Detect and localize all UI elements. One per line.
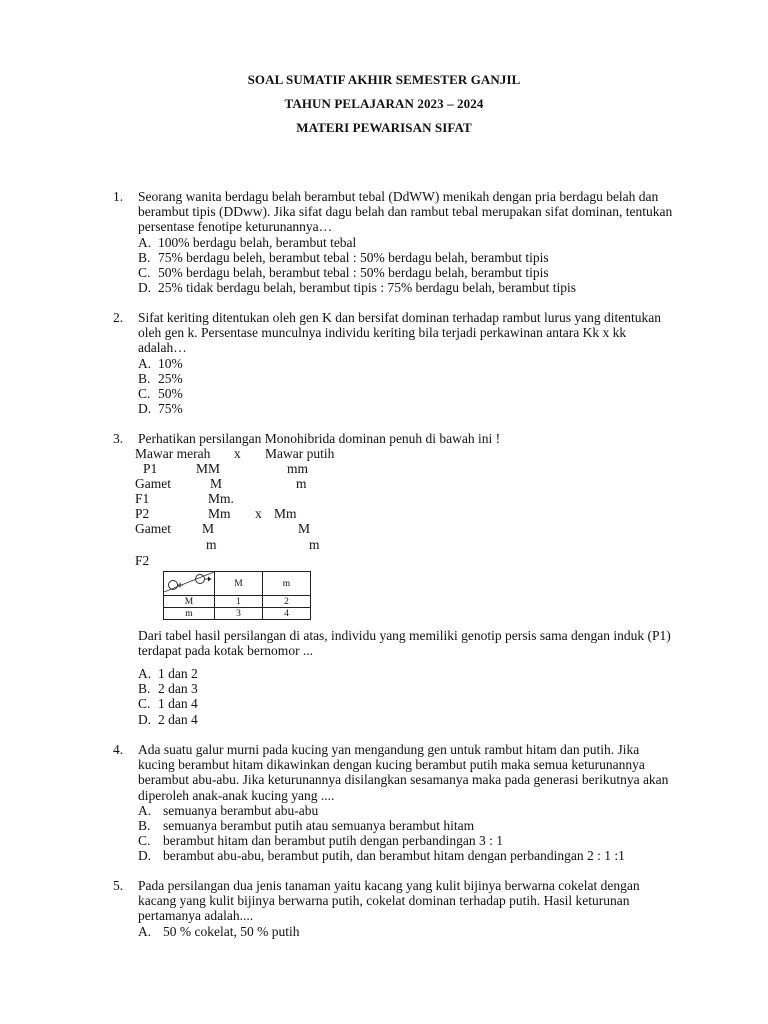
question-text: Ada suatu galur murni pada kucing yan mengandung gen untuk rambut hitam dan putih. Jika kucing berambut hitam dikawinkan dengan kucing berambut putih maka semua keturunannya berambut abu-abu. Jika keturunannya disilangkan sesamanya maka pada generasi berikutnya akan diperoleh anak-anak kucing yang .... [138, 742, 669, 803]
option-label: C. [138, 265, 151, 281]
gamet2-left-top: M [202, 521, 215, 536]
question-number: 5. [113, 878, 124, 893]
option-label: C. [138, 833, 151, 849]
option-a[interactable] [138, 235, 673, 250]
p1-label: P1 [143, 461, 158, 476]
option-label: D. [138, 280, 152, 296]
parent-right: Mawar putih [265, 446, 335, 461]
gamet2-right-top: M [298, 521, 311, 536]
question-number: 3. [113, 431, 124, 446]
option-text: 50% berdagu belah, berambut tebal : 50% berdagu belah, berambut tipis [158, 265, 549, 281]
option-label: C. [138, 696, 151, 712]
option-d[interactable] [138, 401, 673, 416]
option-text: 1 dan 2 [158, 666, 198, 681]
option-d[interactable] [138, 848, 673, 863]
row-header: M [164, 596, 215, 608]
option-label: D. [138, 848, 152, 864]
column-header: m [263, 572, 311, 596]
table-cell: 2 [263, 596, 311, 608]
table-cell: 1 [215, 596, 263, 608]
question-intro: Perhatikan persilangan Monohibrida dominan penuh di bawah ini ! [138, 431, 501, 446]
gamet1-right: m [296, 476, 307, 491]
option-text: 2 dan 4 [158, 711, 198, 727]
question-2 [113, 310, 673, 416]
option-d[interactable] [138, 712, 673, 727]
p1-right: mm [287, 461, 309, 476]
option-a[interactable] [138, 666, 673, 681]
question-3-text [138, 628, 673, 658]
question-number: 4. [113, 742, 124, 757]
question-text: Pada persilangan dua jenis tanaman yaitu kacang yang kulit bijinya berwarna cokelat dengan kacang yang kulit bijinya berwarna putih, cokelat dominan terhadap putih. Hasil keturunan pertamanya adalah.... [138, 878, 640, 924]
option-text: 50 % cokelat, 50 % putih [163, 923, 300, 939]
table-cell: 4 [263, 608, 311, 620]
option-c[interactable] [138, 696, 673, 711]
male-female-symbols-icon [164, 572, 214, 592]
p2-right: Mm [274, 506, 297, 521]
cross-symbol: x [234, 446, 241, 461]
option-text: 1 dan 4 [158, 696, 198, 712]
f2-label: F2 [135, 553, 150, 568]
option-label: B. [138, 681, 151, 697]
option-b[interactable] [138, 681, 673, 696]
option-c[interactable] [138, 386, 673, 401]
p1-left: MM [196, 461, 221, 476]
option-label: A. [138, 802, 152, 818]
question-1 [113, 189, 673, 295]
column-header: M [215, 572, 263, 596]
option-label: B. [138, 370, 151, 386]
option-label: B. [138, 249, 151, 265]
question-text: Dari tabel hasil persilangan di atas, individu yang memiliki genotip persis sama dengan induk (P1) terdapat pada kotak bernomor ... [138, 628, 671, 659]
question-3-options [138, 666, 673, 727]
option-label: A. [138, 923, 152, 939]
gamet1-left: M [210, 476, 223, 491]
table-cell: 3 [215, 608, 263, 620]
option-label: A. [138, 234, 152, 250]
p2-left: Mm [208, 506, 231, 521]
subject-title: MATERI PEWARISAN SIFAT [296, 120, 472, 135]
option-label: A. [138, 355, 152, 371]
option-text: 25% tidak berdagu belah, berambut tipis : 75% berdagu belah, berambut tipis [158, 280, 577, 296]
option-a[interactable] [138, 803, 673, 818]
gamet2-label: Gamet [135, 521, 171, 536]
question-number: 2. [113, 310, 124, 325]
question-text: Sifat keriting ditentukan oleh gen K dan bersifat dominan terhadap rambut lurus yang ditentukan oleh gen k. Persentase munculnya individu keriting bila terjadi perkawinan antara Kk x kk adalah… [138, 310, 661, 356]
option-label: D. [138, 401, 152, 417]
option-c[interactable] [138, 833, 673, 848]
gamet2-left-bottom: m [206, 537, 217, 552]
option-text: 25% [158, 370, 183, 386]
p2-label: P2 [135, 506, 150, 521]
option-text: semuanya berambut abu-abu [163, 802, 319, 818]
question-number: 1. [113, 189, 124, 204]
question-text: Seorang wanita berdagu belah berambut tebal (DdWW) menikah dengan pria berdagu belah dan berambut tipis (DDww). Jika sifat dagu belah dan rambut tebal merupakan sifat dominan, tentukan persentase fenotipe keturunannya… [138, 189, 673, 235]
document-title: SOAL SUMATIF AKHIR SEMESTER GANJIL [247, 72, 521, 87]
option-text: berambut hitam dan berambut putih dengan perbandingan 3 : 1 [163, 833, 504, 849]
gamet2-right-bottom: m [309, 537, 320, 552]
question-5 [113, 878, 673, 939]
gamet1-label: Gamet [135, 476, 171, 491]
parent-left: Mawar merah [135, 446, 211, 461]
punnett-square [163, 571, 311, 620]
option-label: B. [138, 818, 151, 834]
option-b[interactable] [138, 250, 673, 265]
option-d[interactable] [138, 280, 673, 295]
option-label: D. [138, 711, 152, 727]
option-text: 75% berdagu beleh, berambut tebal : 50% berdagu belah, berambut tipis [158, 249, 549, 265]
option-label: A. [138, 666, 152, 681]
option-text: 100% berdagu belah, berambut tebal [158, 234, 357, 250]
option-label: C. [138, 386, 151, 402]
question-4 [113, 742, 673, 864]
option-text: 10% [158, 355, 183, 371]
option-text: 75% [158, 401, 183, 417]
option-text: semuanya berambut putih atau semuanya berambut hitam [163, 818, 475, 834]
option-text: 50% [158, 386, 183, 402]
option-c[interactable] [138, 265, 673, 280]
school-year: TAHUN PELAJARAN 2023 – 2024 [284, 96, 484, 111]
row-header: m [164, 608, 215, 620]
option-text: berambut abu-abu, berambut putih, dan berambut hitam dengan perbandingan 2 : 1 :1 [163, 848, 625, 864]
option-a[interactable] [138, 356, 673, 371]
f1-value: Mm. [208, 491, 234, 506]
option-text: 2 dan 3 [158, 681, 198, 697]
option-b[interactable] [138, 371, 673, 386]
option-a[interactable] [138, 924, 673, 939]
cross-symbol: x [255, 506, 262, 521]
f1-label: F1 [135, 491, 150, 506]
option-b[interactable] [138, 818, 673, 833]
sex-symbols-cell [164, 572, 215, 596]
